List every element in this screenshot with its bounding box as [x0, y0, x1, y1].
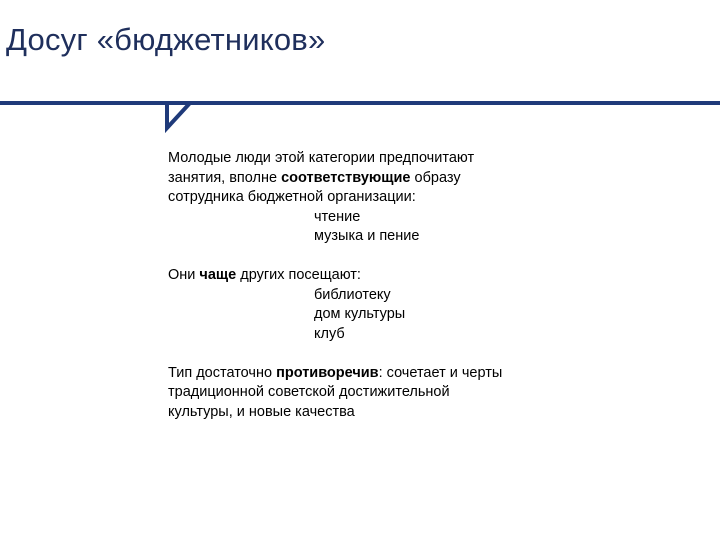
text-segment: занятия, вполне: [168, 169, 282, 186]
list-item: чтение: [314, 208, 361, 225]
text-line: сотрудника бюджетной организации:: [168, 189, 416, 205]
paragraph-contradictory-type: [168, 364, 568, 423]
paragraph-visits: [168, 266, 568, 344]
title-divider-callout: [0, 90, 720, 140]
divider-line: [0, 103, 720, 128]
list-item: библиотеку: [314, 286, 391, 303]
text-line: [168, 364, 568, 384]
list-item: дом культуры: [314, 306, 406, 322]
slide-content: [168, 149, 568, 422]
text-segment: образу: [410, 169, 461, 186]
text-line: [168, 266, 568, 286]
text-line: традиционной советской достижительной: [168, 384, 450, 400]
list-item: клуб: [314, 325, 345, 342]
bold-text: противоречив: [276, 364, 379, 381]
text-segment: Они: [168, 267, 200, 283]
slide-title: Досуг «бюджетников»: [6, 22, 326, 57]
text-line: Молодые люди этой категории предпочитают: [168, 150, 475, 166]
text-segment: Тип достаточно: [168, 364, 277, 381]
bold-text: чаще: [199, 267, 237, 283]
text-line: культуры, и новые качества: [168, 403, 355, 420]
bold-text: соответствующие: [281, 169, 411, 186]
paragraph-gap: [168, 247, 568, 267]
text-segment: других посещают:: [236, 267, 361, 283]
text-segment: : сочетает и черты: [378, 364, 503, 381]
list-item: музыка и пение: [314, 228, 420, 244]
text-line: [168, 169, 568, 189]
paragraph-leisure-preferences: [168, 149, 568, 247]
paragraph-gap: [168, 344, 568, 364]
